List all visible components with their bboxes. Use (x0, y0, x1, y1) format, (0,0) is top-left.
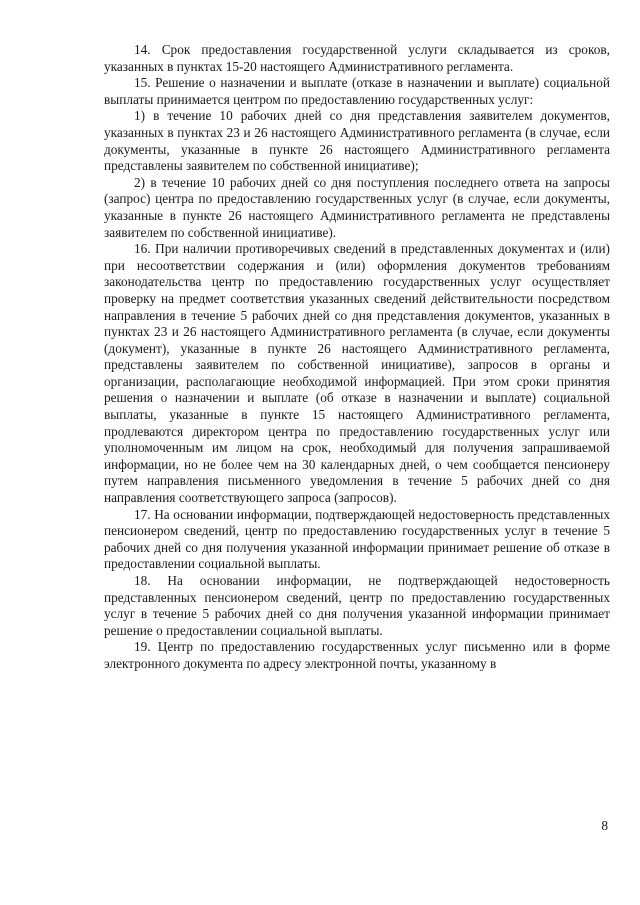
paragraph-18: 18. На основании информации, не подтверждающей недостоверность представленных пенсионером сведений, центр по предоставлению государственных услуг в течение 5 рабочих дней со дня получения указанной информации принимает решение о предоставлении социальной выплаты. (104, 573, 610, 638)
page-number: 8 (601, 818, 608, 833)
paragraph-15: 15. Решение о назначении и выплате (отказе в назначении и выплате) социальной выплаты принимается центром по предоставлению государственных услуг: (104, 75, 610, 107)
paragraph-15-item-1: 1) в течение 10 рабочих дней со дня представления заявителем документов, указанных в пунктах 23 и 26 настоящего Административного регламента (в случае, если документы, указанные в пункте 26 настоящего Административного регламента представлены заявителем по собственной инициативе); (104, 108, 610, 174)
paragraph-15-item-2: 2) в течение 10 рабочих дней со дня поступления последнего ответа на запросы (запрос) центра по предоставлению государственных услуг (в случае, если документы, указанные в пункте 26 настоящего Административного регламента не представлены заявителем по собственной инициативе). (104, 174, 610, 240)
paragraph-16: 16. При наличии противоречивых сведений в представленных документах и (или) при несоответствии содержания и (или) оформления документов требованиям законодательства центр по предоставлению государственных услуг осуществляет проверку на предмет соответствия указанных сведений действительности посредством направления в течение 5 рабочих дней со дня представления документов, указанных в пунктах 23 и 26 настоящего Административного регламента (в случае, если документы (документ), указанные в пункте 26 настоящего Административного регламента, представлены заявителем по собственной инициативе), запросов в органы и организации, располагающие необходимой информацией. При этом сроки принятия решения о назначении и выплате (об отказе в назначении и выплате) социальной выплаты, указанные в пункте 15 настоящего Административного регламента, продлеваются директором центра по предоставлению государственных услуг или уполномоченным им лицом на срок, необходимый для получения запрашиваемой информации, но не более чем на 30 календарных дней, о чем сообщается пенсионеру путем направления письменного уведомления в течение 5 рабочих дней со дня направления соответствующего запроса (запросов). (104, 241, 610, 506)
paragraph-19: 19. Центр по предоставлению государственных услуг письменно или в форме электронного документа по адресу электронной почты, указанному в (104, 639, 610, 671)
paragraph-17: 17. На основании информации, подтверждающей недостоверность представленных пенсионером сведений, центр по предоставлению государственных услуг в течение 5 рабочих дней со дня получения указанной информации принимает решение об отказе в предоставлении социальной выплаты. (104, 506, 610, 572)
paragraph-14: 14. Срок предоставления государственной услуги складывается из сроков, указанных в пунктах 15-20 настоящего Административного регламента. (104, 42, 610, 74)
